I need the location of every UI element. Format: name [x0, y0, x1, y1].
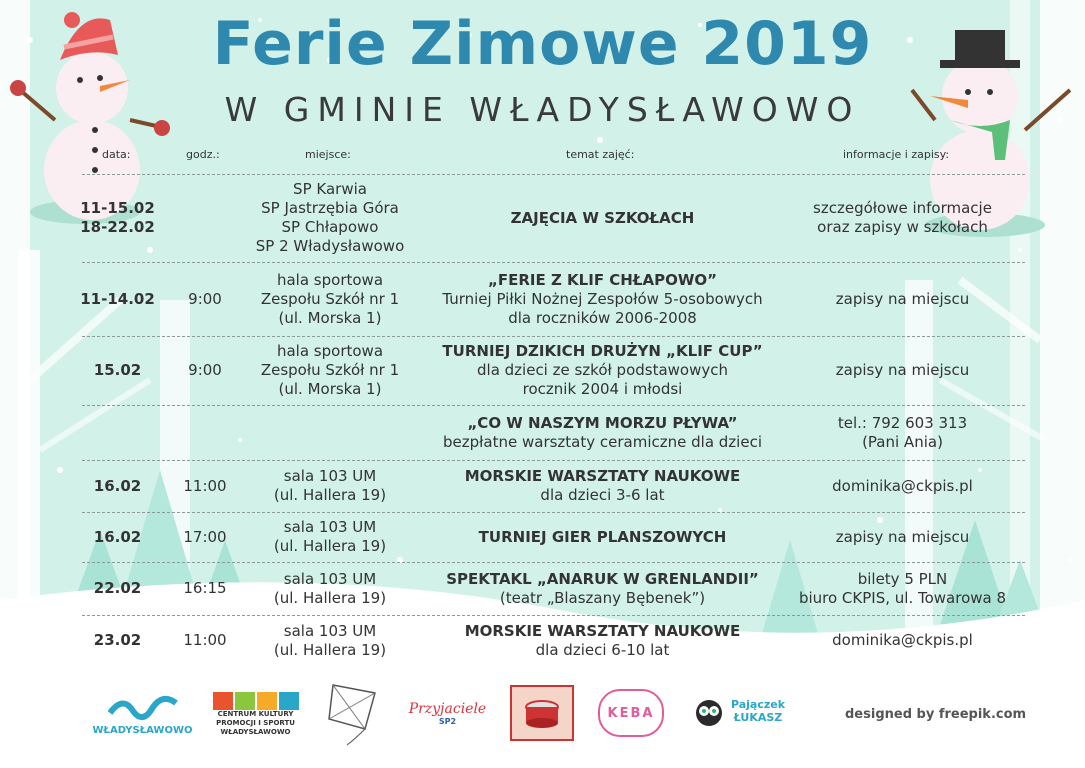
cell-line: SPEKTAKL „ANARUK W GRENLANDII”: [446, 569, 759, 588]
place-cell: [240, 262, 420, 336]
cell-line: 16.02: [93, 527, 142, 546]
place-cell: [240, 460, 420, 512]
cell-line: dominika@ckpis.pl: [832, 476, 973, 495]
logo-kite-icon: [325, 679, 380, 747]
header-time: godz.:: [186, 148, 220, 161]
cell-line: ZAJĘCIA W SZKOŁACH: [510, 208, 695, 227]
cell-line: biuro CKPIS, ul. Towarowa 8: [798, 588, 1007, 607]
cell-line: bezpłatne warsztaty ceramiczne dla dzieci: [443, 432, 762, 451]
logo-wladyslawowo: WŁADYSŁAWOWO: [95, 683, 190, 745]
table-row: [0, 615, 1085, 666]
cell-line: dla dzieci 3-6 lat: [540, 486, 665, 504]
info-cell: [790, 174, 1015, 262]
cell-line: 16:15: [183, 579, 227, 597]
cell-line: sala 103 UM: [283, 621, 377, 640]
table-header: [0, 148, 1085, 168]
header-date: data:: [102, 148, 131, 161]
cell-line: dla roczników 2006-2008: [508, 308, 697, 327]
place-cell: [240, 405, 420, 460]
table-row: [0, 336, 1085, 405]
cell-line: MORSKIE WARSZTATY NAUKOWE: [464, 621, 741, 640]
date-cell: [50, 615, 185, 666]
header-topic: temat zajęć:: [566, 148, 635, 161]
cell-line: sala 103 UM: [283, 518, 377, 536]
cell-line: (ul. Hallera 19): [273, 640, 387, 659]
info-cell: [790, 336, 1015, 405]
cell-line: (ul. Hallera 19): [273, 486, 387, 504]
cell-line: hala sportowa: [276, 342, 384, 360]
time-cell: [170, 615, 240, 666]
time-cell: [170, 262, 240, 336]
place-cell: [240, 562, 420, 615]
info-cell: [790, 262, 1015, 336]
place-cell: [240, 174, 420, 262]
cell-line: sala 103 UM: [283, 569, 377, 588]
cell-line: 11:00: [183, 476, 227, 495]
cell-line: dominika@ckpis.pl: [832, 631, 973, 649]
date-cell: [50, 336, 185, 405]
ckpis-mark-icon: [213, 692, 299, 710]
cell-line: Zespołu Szkół nr 1: [260, 289, 400, 308]
table-row: [0, 405, 1085, 460]
cell-line: SP Karwia: [293, 180, 367, 198]
topic-cell: [420, 460, 785, 512]
logo-keba: KEBA: [598, 689, 664, 737]
topic-cell: [420, 174, 785, 262]
cell-line: „FERIE Z KLIF CHŁAPOWO”: [488, 270, 717, 289]
logo-ckpis: CENTRUM KULTURY PROMOCJI I SPORTU WŁADYSŁAWOWO: [208, 687, 303, 742]
cell-line: Turniej Piłki Nożnej Zespołów 5-osobowych: [442, 289, 763, 308]
logo-przyjaciele: Przyjaciele SP2: [408, 700, 487, 726]
page-subtitle: W GMINIE WŁADYSŁAWOWO: [224, 90, 861, 129]
info-cell: [790, 512, 1015, 562]
cell-line: TURNIEJ GIER PLANSZOWYCH: [478, 527, 727, 546]
topic-cell: [420, 562, 785, 615]
cell-line: 11-14.02: [80, 289, 155, 308]
cell-line: dla dzieci ze szkół podstawowych: [477, 361, 728, 379]
date-cell: [50, 174, 185, 262]
date-cell: [50, 262, 185, 336]
table-row: [0, 262, 1085, 336]
cell-line: SP Chłapowo: [281, 218, 379, 236]
cell-line: 11:00: [183, 631, 227, 649]
freepik-credit: designed by freepik.com: [845, 707, 1027, 722]
cell-line: MORSKIE WARSZTATY NAUKOWE: [464, 467, 741, 485]
header-info: informacje i zapisy:: [843, 148, 950, 161]
cell-line: Zespołu Szkół nr 1: [260, 361, 400, 379]
cell-line: (ul. Morska 1): [278, 308, 382, 327]
cell-line: 22.02: [93, 579, 142, 597]
cell-line: (teatr „Blaszany Bębenek”): [499, 588, 706, 607]
time-cell: [170, 405, 240, 460]
topic-cell: [420, 405, 785, 460]
info-cell: [790, 405, 1015, 460]
topic-cell: [420, 262, 785, 336]
cell-line: rocznik 2004 i młodsi: [522, 380, 683, 398]
cell-line: 18-22.02: [80, 218, 155, 236]
date-cell: [50, 512, 185, 562]
info-cell: [790, 615, 1015, 666]
cell-line: (ul. Morska 1): [278, 380, 382, 398]
cell-line: (Pani Ania): [862, 432, 943, 451]
cell-line: zapisy na miejscu: [835, 361, 970, 379]
cell-line: SP 2 Władysławowo: [255, 237, 405, 255]
time-cell: [170, 174, 240, 262]
time-cell: [170, 512, 240, 562]
time-cell: [170, 460, 240, 512]
cell-line: hala sportowa: [276, 270, 384, 289]
spider-icon: [691, 693, 727, 729]
cell-line: tel.: 792 603 313: [837, 413, 968, 432]
logo-pajaczek: Pajączek ŁUKASZ: [688, 689, 788, 733]
cell-line: SP Jastrzębia Góra: [261, 199, 399, 217]
date-cell: [50, 405, 185, 460]
wave-icon: [108, 693, 178, 725]
cell-line: zapisy na miejscu: [835, 289, 970, 308]
table-row: [0, 460, 1085, 512]
cell-line: szczegółowe informacje: [813, 199, 992, 217]
cell-line: 16.02: [93, 476, 142, 495]
cell-line: 15.02: [93, 361, 142, 379]
cell-line: 17:00: [183, 527, 227, 546]
cell-line: bilety 5 PLN: [857, 569, 948, 588]
table-row: [0, 512, 1085, 562]
table-row: [0, 562, 1085, 615]
cell-line: dla dzieci 6-10 lat: [535, 640, 670, 659]
time-cell: [170, 336, 240, 405]
cell-line: 23.02: [93, 631, 142, 649]
info-cell: [790, 562, 1015, 615]
logo-theatre-icon: [510, 685, 574, 741]
cell-line: oraz zapisy w szkołach: [817, 218, 988, 236]
topic-cell: [420, 512, 785, 562]
cell-line: (ul. Hallera 19): [273, 537, 387, 555]
cell-line: „CO W NASZYM MORZU PŁYWA”: [467, 413, 738, 432]
topic-cell: [420, 615, 785, 666]
cell-line: zapisy na miejscu: [835, 527, 970, 546]
cell-line: 11-15.02: [80, 199, 155, 217]
cell-line: 9:00: [188, 289, 222, 308]
info-cell: [790, 460, 1015, 512]
page-title: Ferie Zimowe 2019: [212, 9, 873, 79]
place-cell: [240, 615, 420, 666]
cell-line: sala 103 UM: [283, 467, 377, 485]
place-cell: [240, 512, 420, 562]
header-place: miejsce:: [305, 148, 351, 161]
cell-line: (ul. Hallera 19): [273, 588, 387, 607]
topic-cell: [420, 336, 785, 405]
time-cell: [170, 562, 240, 615]
cell-line: 9:00: [188, 361, 222, 379]
cell-line: TURNIEJ DZIKICH DRUŻYN „KLIF CUP”: [442, 342, 763, 360]
date-cell: [50, 562, 185, 615]
place-cell: [240, 336, 420, 405]
date-cell: [50, 460, 185, 512]
table-row: [0, 174, 1085, 262]
